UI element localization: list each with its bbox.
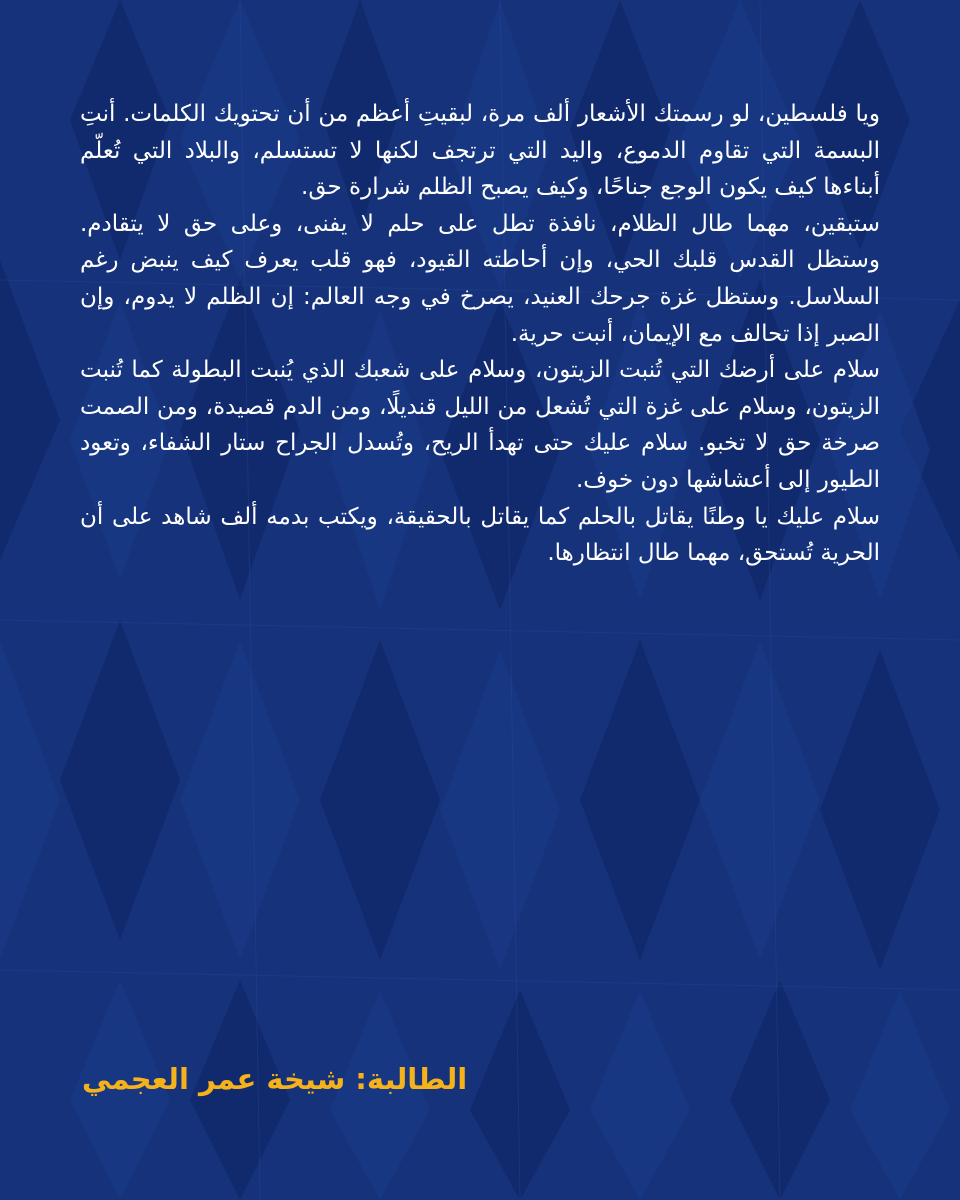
paragraph-1: ويا فلسطين، لو رسمتك الأشعار ألف مرة، لبقيتِ أعظم من أن تحتويك الكلمات. أنتِ البسمة التي تقاوم الدموع، واليد التي ترتجف لكنها لا تستسلم، والبلاد التي تُعلّم أبناءها كيف يكون الوجع جناحًا، وكيف يصبح الظلم شرارة حق. [80,101,880,201]
author-credit: الطالبة: شيخة عمر العجمي [82,1062,468,1096]
paragraph-2: ستبقين، مهما طال الظلام، نافذة تطل على حلم لا يفنى، وعلى حق لا يتقادم. وستظل القدس قلبك الحي، وإن أحاطته القيود، فهو قلب يعرف كيف ينبض رغم السلاسل. وستظل غزة جرحك العنيد، يصرخ في وجه العالم: إن الظلم لا يدوم، وإن الصبر إذا تحالف مع الإيمان، أنبت حرية. [80,210,880,347]
paragraph-3: سلام على أرضك التي تُنبت الزيتون، وسلام على شعبك الذي يُنبت البطولة كما تُنبت الزيتون، وسلام على غزة التي تُشعل من الليل قنديلًا، ومن الدم قصيدة، ومن الصمت صرخة حق لا تخبو. سلام عليك حتى تهدأ الريح، وتُسدل الجراح ستار الشفاء، وتعود الطيور إلى أعشاشها دون خوف. [80,357,880,493]
poem-text [80,96,880,572]
paragraph-4: سلام عليك يا وطنًا يقاتل بالحلم كما يقاتل بالحقيقة، ويكتب بدمه ألف شاهد على أن الحرية تُستحق، مهما طال انتظارها. [80,503,880,567]
